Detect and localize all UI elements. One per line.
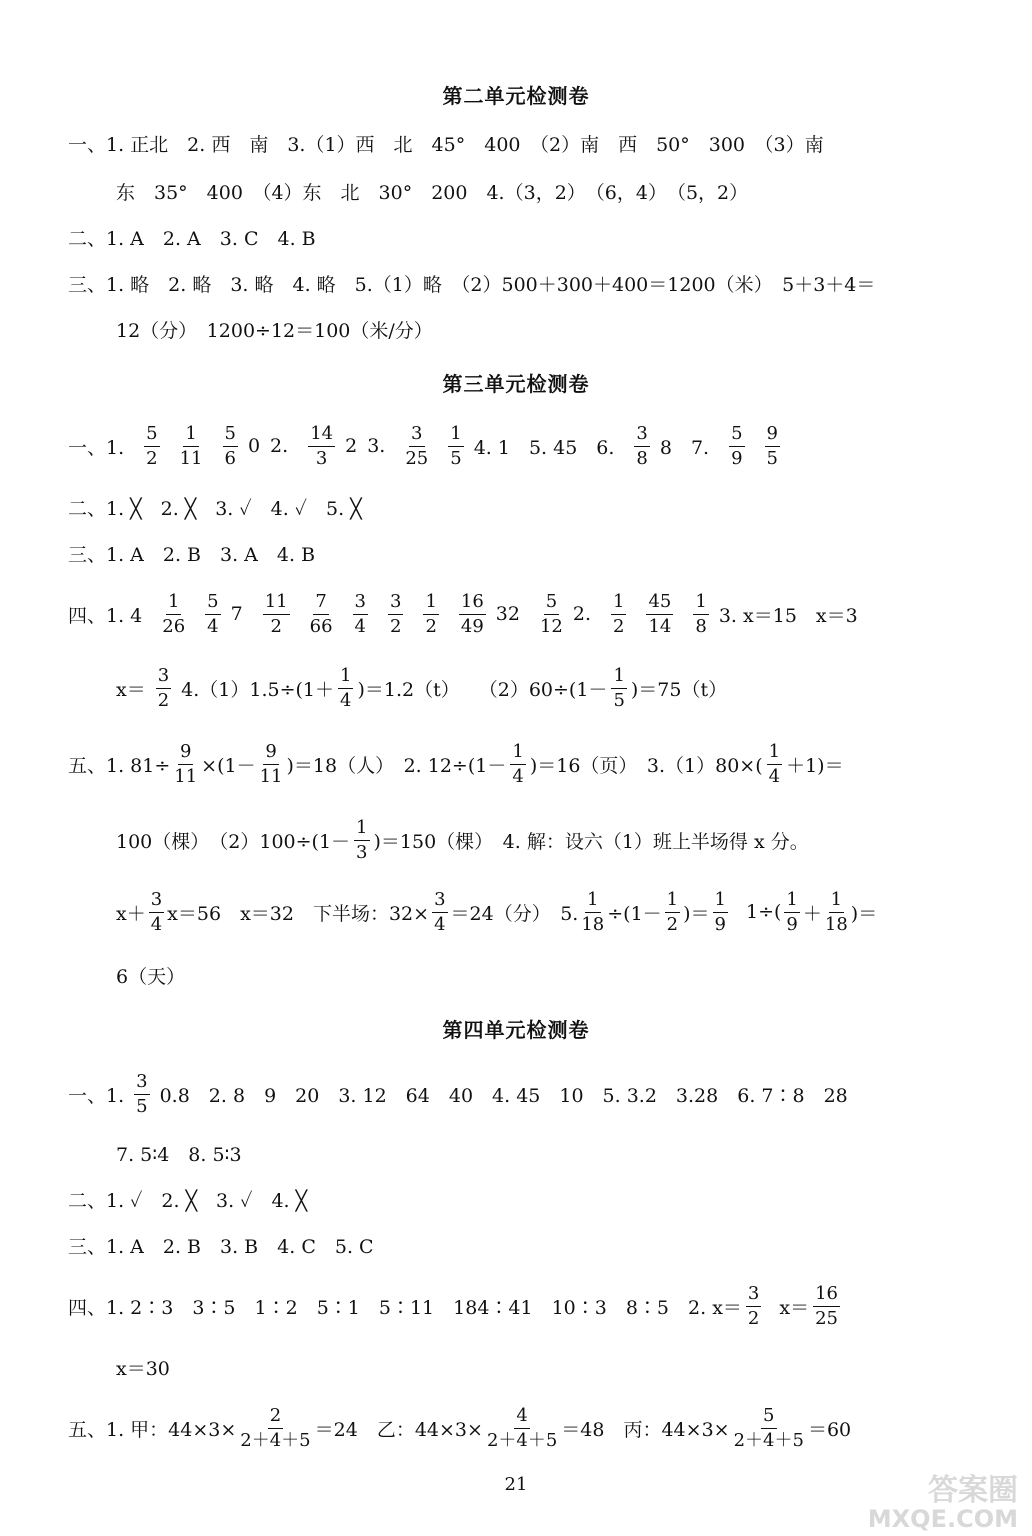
denominator: 25 bbox=[815, 1307, 838, 1329]
denominator: 2＋4＋5 bbox=[240, 1429, 311, 1451]
unit3-line-9: 6（天） bbox=[116, 966, 186, 988]
numerator: 1 bbox=[448, 424, 463, 447]
denominator: 66 bbox=[309, 615, 333, 637]
numerator: 1 bbox=[585, 890, 600, 913]
unit4-row-5 bbox=[68, 1284, 844, 1329]
text: 32 bbox=[495, 603, 520, 626]
text: )＝18（人） 2. 12÷(1－ bbox=[286, 754, 507, 777]
denominator: 18 bbox=[581, 913, 605, 935]
unit3-row-4 bbox=[68, 592, 868, 637]
text: 3. bbox=[367, 435, 386, 458]
page-number: 21 bbox=[504, 1474, 528, 1495]
unit3-row-1 bbox=[68, 424, 790, 469]
denominator: 9 bbox=[731, 447, 743, 469]
text: ＋1)＝ bbox=[786, 754, 844, 777]
text: )＝150（棵） 4. 解：设六（1）班上半场得 x 分。 bbox=[373, 830, 809, 853]
watermark-logo bbox=[868, 1475, 1018, 1532]
denominator: 11 bbox=[179, 447, 203, 469]
fraction bbox=[693, 592, 708, 637]
text: ÷(1－ bbox=[607, 902, 662, 925]
denominator: 14 bbox=[648, 615, 672, 637]
text: 4. 1 5. 45 6. bbox=[473, 436, 615, 459]
text: 0.8 2. 8 9 20 3. 12 64 40 4. 45 10 5. 3.2 3.28 6. 7∶8 28 bbox=[159, 1084, 848, 1107]
numerator: 1 bbox=[338, 666, 353, 689]
unit3-line-2: 二、1. ╳ 2. ╳ 3. ✓ 4. ✓ 5. ╳ bbox=[68, 498, 362, 520]
denominator: 5 bbox=[766, 447, 778, 469]
text: x＝ bbox=[779, 1296, 810, 1319]
unit4-line-3: 二、1. ✓ 2. ╳ 3. ✓ 4. ╳ bbox=[68, 1190, 308, 1212]
unit2-title: 第二单元检测卷 bbox=[442, 84, 590, 108]
denominator: 2 bbox=[157, 689, 170, 711]
fraction bbox=[432, 890, 447, 935]
unit2-line-4: 三、1. 略 2. 略 3. 略 4. 略 5.（1）略 （2）500＋300＋400＝1200（米） 5＋3＋4＝ bbox=[68, 274, 876, 296]
text: )＝ bbox=[683, 902, 710, 925]
denominator: 11 bbox=[174, 765, 198, 787]
fraction bbox=[746, 1284, 761, 1329]
denominator: 2 bbox=[425, 615, 437, 637]
unit3-line-3: 三、1. A 2. B 3. A 4. B bbox=[68, 544, 316, 566]
numerator: 16 bbox=[813, 1284, 840, 1307]
denominator: 4 bbox=[768, 765, 781, 787]
watermark-line-1: 答案圈 bbox=[928, 1473, 1018, 1509]
text: 3. x＝15 x＝3 bbox=[718, 604, 858, 627]
fraction bbox=[765, 424, 780, 469]
numerator: 3 bbox=[634, 424, 649, 447]
denominator: 3 bbox=[315, 447, 328, 469]
fraction bbox=[646, 592, 673, 637]
numerator: 3 bbox=[149, 890, 164, 913]
numerator: 4 bbox=[514, 1406, 529, 1429]
numerator: 1 bbox=[166, 592, 181, 615]
fraction bbox=[162, 592, 185, 637]
unit2-line-1: 一、1. 正北 2. 西 南 3.（1）西 北 45° 400 （2）南 西 50° 300 （3）南 bbox=[68, 134, 824, 156]
fraction bbox=[149, 890, 164, 935]
fraction bbox=[180, 424, 203, 469]
denominator: 6 bbox=[224, 447, 236, 469]
fraction bbox=[338, 666, 353, 711]
unit3-row-8 bbox=[116, 890, 887, 935]
text: 五、1. 81÷ bbox=[68, 754, 171, 777]
numerator: 11 bbox=[263, 592, 290, 615]
numerator: 5 bbox=[729, 424, 744, 447]
denominator: 4 bbox=[512, 765, 524, 787]
unit2-line-5: 12（分） 1200÷12＝100（米/分） bbox=[116, 320, 433, 342]
fraction bbox=[308, 424, 335, 469]
denominator: 9 bbox=[714, 913, 726, 935]
denominator: 18 bbox=[824, 913, 848, 935]
unit4-row-1 bbox=[68, 1072, 858, 1117]
unit3-title: 第三单元检测卷 bbox=[442, 372, 590, 396]
fraction bbox=[767, 742, 782, 787]
denominator: 2＋4＋5 bbox=[733, 1429, 804, 1451]
denominator: 5 bbox=[450, 447, 462, 469]
unit2-line-2: 东 35° 400 （4）东 北 30° 200 4.（3，2） （6，4） （5，2） bbox=[116, 182, 749, 204]
numerator: 3 bbox=[156, 666, 171, 689]
fraction bbox=[540, 592, 563, 637]
fraction bbox=[260, 742, 283, 787]
text: )＝1.2（t） （2）60÷(1－ bbox=[357, 678, 608, 701]
text: ＋ bbox=[802, 902, 822, 925]
denominator: 12 bbox=[539, 615, 563, 637]
fraction bbox=[665, 890, 680, 935]
text: 100（棵） （2）100÷(1－ bbox=[116, 830, 351, 853]
denominator: 2＋4＋5 bbox=[486, 1429, 558, 1451]
text: 1÷( bbox=[745, 901, 782, 924]
numerator: 14 bbox=[308, 424, 335, 447]
numerator: 5 bbox=[223, 424, 238, 447]
denominator: 4 bbox=[434, 913, 446, 935]
row-label: 一、1. bbox=[68, 436, 125, 459]
text: 8 7. bbox=[659, 436, 710, 459]
fraction bbox=[223, 424, 238, 469]
numerator: 1 bbox=[713, 890, 728, 913]
watermark-line-2: MXQE.COM bbox=[867, 1504, 1018, 1533]
text: )＝75（t） bbox=[630, 678, 728, 701]
text: 五、1. 甲：44×3× bbox=[68, 1418, 237, 1441]
unit3-row-5 bbox=[116, 666, 737, 711]
numerator: 5 bbox=[144, 424, 159, 447]
numerator: 3 bbox=[746, 1284, 761, 1307]
text: 4.（1）1.5÷(1＋ bbox=[181, 678, 335, 701]
fraction bbox=[611, 666, 626, 711]
numerator: 3 bbox=[353, 592, 368, 615]
fraction bbox=[354, 818, 369, 863]
numerator: 9 bbox=[178, 742, 193, 765]
fraction bbox=[634, 424, 649, 469]
numerator: 1 bbox=[784, 890, 799, 913]
text: )＝16（页） 3.（1）80×( bbox=[529, 754, 763, 777]
fraction bbox=[729, 424, 744, 469]
numerator: 1 bbox=[183, 424, 198, 447]
text: ＝60 bbox=[807, 1418, 852, 1441]
fraction bbox=[353, 592, 368, 637]
numerator: 5 bbox=[761, 1406, 776, 1429]
numerator: 1 bbox=[611, 666, 626, 689]
denominator: 8 bbox=[695, 615, 707, 637]
fraction bbox=[813, 1284, 840, 1329]
fraction bbox=[825, 890, 848, 935]
unit4-title: 第四单元检测卷 bbox=[442, 1018, 590, 1042]
fraction bbox=[388, 592, 403, 637]
text: ×(1－ bbox=[201, 754, 256, 777]
numerator: 1 bbox=[693, 592, 708, 615]
numerator: 45 bbox=[646, 592, 673, 615]
denominator: 2 bbox=[146, 447, 158, 469]
text: ＝24（分） 5. bbox=[450, 902, 579, 925]
numerator: 5 bbox=[205, 592, 220, 615]
fraction bbox=[405, 424, 428, 469]
text: 2 bbox=[345, 435, 358, 458]
fraction bbox=[263, 592, 290, 637]
text: 2. bbox=[572, 603, 592, 626]
unit4-row-7 bbox=[68, 1406, 861, 1451]
numerator: 1 bbox=[510, 742, 525, 765]
text: 0 bbox=[247, 435, 261, 458]
denominator: 49 bbox=[460, 615, 484, 637]
numerator: 1 bbox=[611, 592, 626, 615]
text: )＝ bbox=[850, 902, 878, 925]
denominator: 5 bbox=[613, 689, 625, 711]
denominator: 3 bbox=[356, 841, 368, 863]
unit4-line-4: 三、1. A 2. B 3. B 4. C 5. C bbox=[68, 1236, 374, 1258]
numerator: 2 bbox=[268, 1406, 283, 1429]
denominator: 26 bbox=[162, 615, 186, 637]
text: ＝48 丙：44×3× bbox=[561, 1418, 730, 1441]
numerator: 16 bbox=[459, 592, 486, 615]
denominator: 2 bbox=[389, 615, 402, 637]
denominator: 9 bbox=[786, 913, 798, 935]
text: x＋ bbox=[116, 902, 146, 925]
fraction bbox=[156, 666, 171, 711]
fraction bbox=[174, 742, 197, 787]
numerator: 9 bbox=[765, 424, 780, 447]
text: ＝24 乙：44×3× bbox=[314, 1418, 483, 1441]
unit4-line-2: 7. 5∶4 8. 5∶3 bbox=[116, 1144, 242, 1166]
fraction bbox=[205, 592, 220, 637]
denominator: 4 bbox=[207, 615, 219, 637]
fraction bbox=[310, 592, 333, 637]
fraction bbox=[144, 424, 159, 469]
numerator: 3 bbox=[388, 592, 403, 615]
text: 2. bbox=[270, 435, 289, 458]
fraction bbox=[459, 592, 486, 637]
numerator: 7 bbox=[313, 592, 328, 615]
denominator: 25 bbox=[405, 447, 429, 469]
denominator: 2 bbox=[270, 615, 282, 637]
unit4-line-6: x＝30 bbox=[116, 1358, 170, 1380]
denominator: 4 bbox=[354, 615, 366, 637]
fraction bbox=[448, 424, 463, 469]
row-label: 四、1. 4 bbox=[68, 604, 143, 627]
numerator: 1 bbox=[354, 818, 369, 841]
fraction bbox=[784, 890, 799, 935]
numerator: 3 bbox=[134, 1072, 149, 1095]
numerator: 5 bbox=[544, 592, 559, 615]
fraction bbox=[134, 1072, 149, 1117]
denominator: 5 bbox=[136, 1095, 148, 1117]
denominator: 2 bbox=[666, 913, 679, 935]
fraction bbox=[581, 890, 604, 935]
fraction bbox=[423, 592, 438, 637]
unit3-row-7 bbox=[116, 818, 819, 863]
fraction bbox=[713, 890, 728, 935]
denominator: 2 bbox=[613, 615, 625, 637]
denominator: 4 bbox=[340, 689, 352, 711]
numerator: 9 bbox=[263, 742, 278, 765]
numerator: 1 bbox=[665, 890, 680, 913]
unit2-line-3: 二、1. A 2. A 3. C 4. B bbox=[68, 228, 316, 250]
denominator: 8 bbox=[636, 447, 648, 469]
unit3-row-6 bbox=[68, 742, 854, 787]
fraction bbox=[487, 1406, 557, 1451]
numerator: 1 bbox=[767, 742, 782, 765]
numerator: 1 bbox=[829, 890, 844, 913]
text: x＝ bbox=[116, 678, 146, 701]
numerator: 3 bbox=[409, 424, 424, 447]
numerator: 3 bbox=[432, 890, 447, 913]
text: 一、1. bbox=[68, 1084, 125, 1107]
fraction bbox=[734, 1406, 804, 1451]
denominator: 4 bbox=[150, 913, 163, 935]
numerator: 1 bbox=[423, 592, 438, 615]
denominator: 2 bbox=[747, 1307, 760, 1329]
fraction bbox=[510, 742, 525, 787]
text: 7 bbox=[230, 603, 243, 626]
fraction bbox=[611, 592, 626, 637]
fraction bbox=[240, 1406, 310, 1451]
denominator: 11 bbox=[259, 765, 283, 787]
text: x＝56 x＝32 下半场：32× bbox=[167, 902, 430, 925]
text: 四、1. 2∶3 3∶5 1∶2 5∶1 5∶11 184∶41 10∶3 8∶5 2. x＝ bbox=[68, 1296, 742, 1319]
